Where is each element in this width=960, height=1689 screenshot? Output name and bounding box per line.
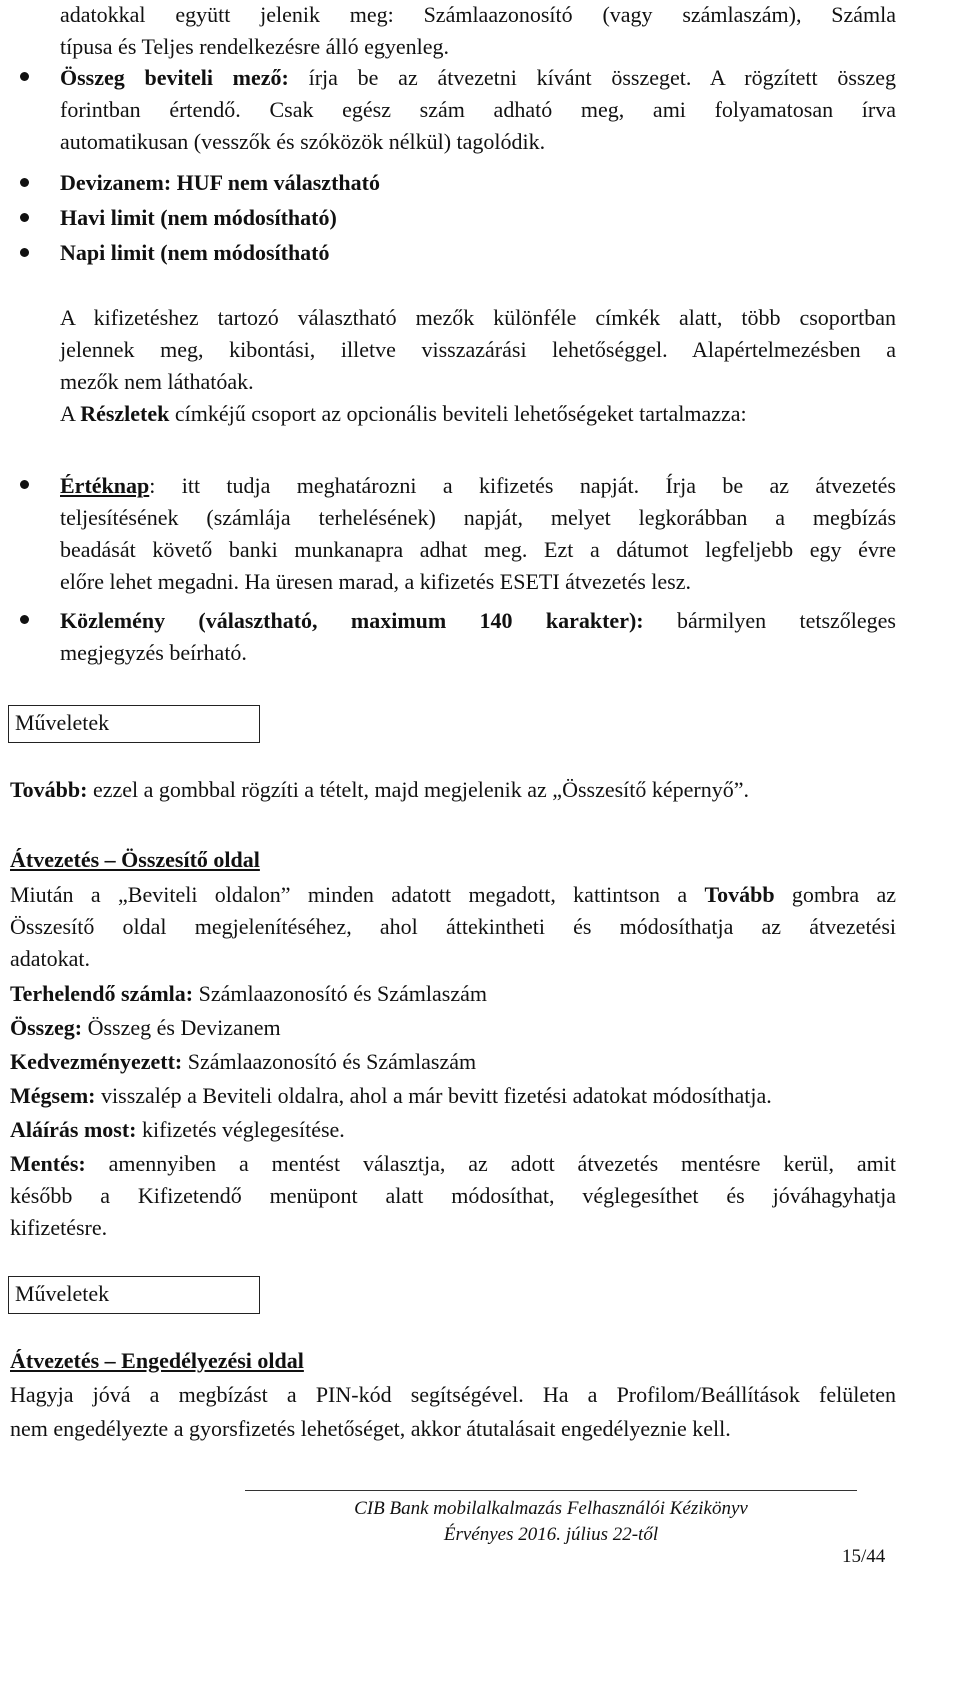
paragraph-line (60, 399, 747, 429)
bullet-item-havi-limit: Havi limit (nem módosítható) (60, 205, 337, 230)
bullet-icon (20, 178, 29, 187)
bullet-label: Összeg beviteli mező: (60, 65, 289, 90)
paragraph-line: automatikusan (vesszők és szóközök nélkül) tagolódik. (60, 129, 546, 154)
bullet-text: írja be az átvezetni kívánt összeget. A rögzített összeg (288, 65, 897, 90)
bullet-text: : itt tudja meghatározni a kifizetés napját. Írja be az átvezetés (149, 473, 896, 498)
bold-label: Összeg: (10, 1015, 83, 1040)
footer-rule (245, 1490, 857, 1491)
paragraph-line: jelennek meg, kibontási, illetve visszazárási lehetőséggel. Alapértelmezésben a (60, 337, 896, 362)
bold-label: Kedvezményezett: (10, 1049, 183, 1074)
bullet-icon (20, 480, 29, 489)
bullet-icon (20, 213, 29, 222)
text: Összeg és Devizanem (82, 1015, 281, 1040)
action-mentes-description (10, 1149, 896, 1179)
bold-label: Tovább: (10, 777, 88, 802)
paragraph-line: megjegyzés beírható. (60, 640, 247, 665)
field-kedvezmenyezett (10, 1047, 476, 1077)
footer-title: CIB Bank mobilalkalmazás Felhasználói Kézikönyv (354, 1498, 748, 1519)
bullet-item-devizanem: Devizanem: HUF nem választható (60, 170, 380, 195)
text: Miután a „Beviteli oldalon” minden adatott megadott, kattintson a (10, 882, 705, 907)
page-number: 15/44 (842, 1546, 886, 1567)
paragraph-line: kifizetésre. (10, 1215, 108, 1240)
paragraph-line: később a Kifizetendő menüpont alatt módosíthat, véglegesíthet és jóváhagyhatja (10, 1183, 896, 1208)
paragraph-line: Összesítő oldal megjelenítéséhez, ahol áttekintheti és módosíthatja az átvezetési (10, 914, 896, 939)
bullet-label: Értéknap (60, 473, 150, 498)
text: kifizetés véglegesítése. (136, 1117, 345, 1142)
footer-validity: Érvényes 2016. július 22-től (443, 1524, 659, 1545)
paragraph-line: nem engedélyezte a gyorsfizetés lehetőséget, akkor átutalásait engedélyeznie kell. (10, 1416, 731, 1441)
section-heading-engedelyezesi: Átvezetés – Engedélyezési oldal (10, 1348, 304, 1373)
paragraph-line: forintban értendő. Csak egész szám adható meg, ami folyamatosan írva (60, 97, 896, 122)
paragraph-line: előre lehet megadni. Ha üresen marad, a kifizetés ESETI átvezetés lesz. (60, 569, 691, 594)
muveletek-section-box: Műveletek (8, 1276, 260, 1314)
action-alairas-description (10, 1115, 345, 1145)
section-heading-osszesito: Átvezetés – Összesítő oldal (10, 847, 260, 872)
text: címkéjű csoport az opcionális beviteli lehetőségeket tartalmazza: (169, 401, 747, 426)
text: visszalép a Beviteli oldalra, ahol a már bevitt fizetési adatokat módosíthatja. (95, 1083, 772, 1108)
muveletek-section-box: Műveletek (8, 705, 260, 743)
bold-label: Aláírás most: (10, 1117, 137, 1142)
text: gombra az (774, 882, 897, 907)
bold-label: Mégsem: (10, 1083, 96, 1108)
text: Számlaazonosító és Számlaszám (182, 1049, 477, 1074)
paragraph-line: A kifizetéshez tartozó választható mezők különféle címkék alatt, több csoportban (60, 305, 896, 330)
text: A (60, 401, 81, 426)
paragraph-line: adatokkal együtt jelenik meg: Számlaazonosító (vagy számlaszám), Számla (60, 2, 896, 27)
bullet-label: Közlemény (választható, maximum 140 karakter): (60, 608, 644, 633)
bullet-icon (20, 615, 29, 624)
field-terhelendo-szamla (10, 979, 487, 1009)
bullet-text: bármilyen tetszőleges (643, 608, 896, 633)
bullet-item-erteknap (60, 471, 896, 501)
paragraph-line: teljesítésének (számlája terhelésének) napját, melyet legkorábban a megbízás (60, 505, 896, 530)
text: amennyiben a mentést választja, az adott átvezetés mentésre kerül, amit (85, 1151, 896, 1176)
text: ezzel a gombbal rögzíti a tételt, majd megjelenik az „Összesítő képernyő”. (87, 777, 750, 802)
paragraph-line: adatokat. (10, 946, 91, 971)
bullet-icon (20, 72, 29, 81)
bullet-item-napi-limit: Napi limit (nem módosítható (60, 240, 330, 265)
bold-label: Részletek (80, 401, 170, 426)
paragraph-line (10, 880, 896, 910)
paragraph-line: mezők nem láthatóak. (60, 369, 254, 394)
paragraph-line: típusa és Teljes rendelkezésre álló egyenleg. (60, 34, 450, 59)
bullet-item-kozlemeny (60, 606, 896, 636)
tovabb-description (10, 775, 749, 805)
bullet-icon (20, 248, 29, 257)
bold-label: Terhelendő számla: (10, 981, 194, 1006)
bold-label: Mentés: (10, 1151, 86, 1176)
paragraph-line: beadását követő banki munkanapra adhat meg. Ezt a dátumot legfeljebb egy évre (60, 537, 896, 562)
field-osszeg (10, 1013, 281, 1043)
text: Számlaazonosító és Számlaszám (193, 981, 487, 1006)
bullet-item-osszeg (60, 63, 896, 93)
paragraph-line: Hagyja jóvá a megbízást a PIN-kód segítségével. Ha a Profilom/Beállítások felületen (10, 1382, 896, 1407)
action-megsem-description (10, 1081, 772, 1111)
bold-label: Tovább (704, 882, 775, 907)
